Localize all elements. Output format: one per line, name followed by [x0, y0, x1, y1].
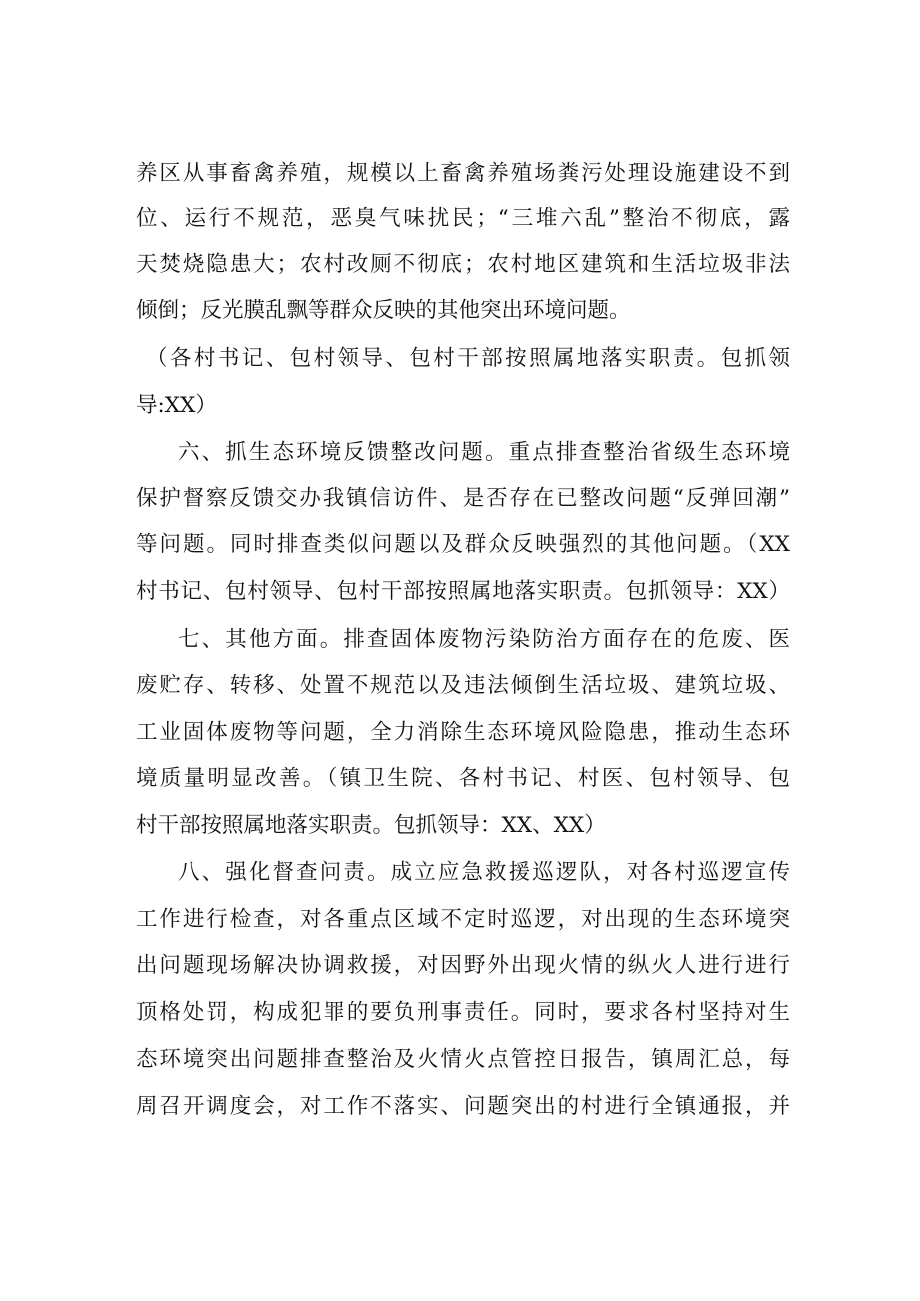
body-text-line: 废贮存、转移、处置不规范以及违法倾倒生活垃圾、建筑垃圾、 — [136, 673, 790, 698]
body-text-line: 工业固体废物等问题，全力消除生态环境风险隐患，推动生态环 — [136, 720, 790, 745]
body-text-line: 境质量明显改善。（镇卫生院、各村书记、村医、包村领导、包 — [136, 766, 790, 791]
body-text-line: 村干部按照属地落实职责。包抓领导：XX、XX） — [136, 813, 606, 838]
section-six-heading-line: 六、抓生态环境反馈整改问题。重点排查整治省级生态环境 — [178, 440, 790, 465]
body-text-line: 态环境突出问题排查整治及火情火点管控日报告，镇周汇总，每 — [136, 1047, 790, 1072]
body-text-line: （各村书记、包村领导、包村干部按照属地落实职责。包抓领 — [146, 346, 790, 371]
body-text-line: 顶格处罚，构成犯罪的要负刑事责任。同时，要求各村坚持对生 — [136, 1000, 790, 1025]
body-text-line: 倾倒；反光膜乱飘等群众反映的其他突出环境问题。 — [136, 298, 631, 323]
body-text-line: 村书记、包村领导、包村干部按照属地落实职责。包抓领导：XX） — [136, 579, 790, 604]
body-text-line: 出问题现场解决协调救援，对因野外出现火情的纵火人进行进行 — [136, 953, 790, 978]
section-eight-heading-line: 八、强化督查问责。成立应急救援巡逻队，对各村巡逻宣传 — [178, 860, 790, 885]
body-text-line: 等问题。同时排查类似问题以及群众反映强烈的其他问题。（XX — [136, 532, 790, 557]
body-text-line: 位、运行不规范，恶臭气味扰民；“三堆六乱”整治不彻底，露 — [136, 206, 790, 231]
section-seven-heading-line: 七、其他方面。排查固体废物污染防治方面存在的危废、医 — [178, 627, 790, 652]
body-text-line: 周召开调度会，对工作不落实、问题突出的村进行全镇通报，并 — [136, 1094, 790, 1119]
body-text-line: 保护督察反馈交办我镇信访件、是否存在已整改问题“反弹回潮” — [136, 486, 790, 511]
body-text-line: 工作进行检查，对各重点区域不定时巡逻，对出现的生态环境突 — [136, 907, 790, 932]
body-text-line: 导:XX） — [136, 393, 217, 418]
body-text-line: 天焚烧隐患大；农村改厕不彻底；农村地区建筑和生活垃圾非法 — [136, 252, 790, 277]
body-text-line: 养区从事畜禽养殖，规模以上畜禽养殖场粪污处理设施建设不到 — [136, 161, 790, 186]
